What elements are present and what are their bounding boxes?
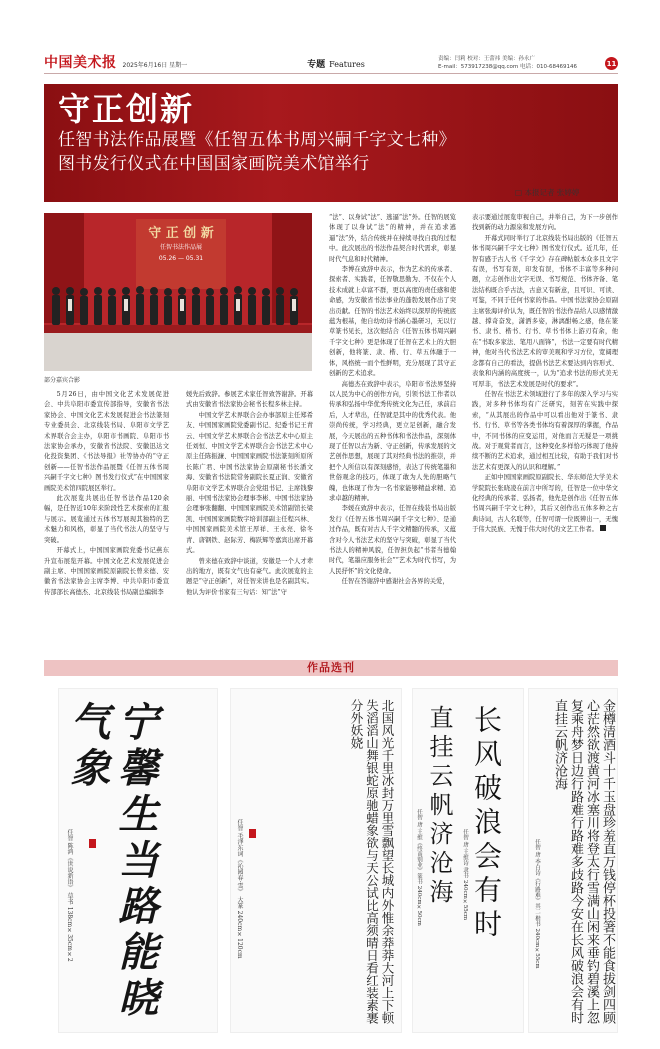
- artwork-2-seal: [249, 829, 256, 838]
- article-paragraph-text: 正如中国国家画院原副院长、华东师范大学美术学院院长张晓凌在前言中所写的，任智是一位中华文化经典的传承者、弘扬者，他先是创作出《任智五体书周兴嗣千字文七种》，其后又创作出五体多种之古典诗词，古人名联等，任智可谓一位既辨出一，无愧于伟大民族、无愧于伟大时代的文艺工作者。: [472, 474, 618, 534]
- page-number-badge: 11: [605, 57, 618, 70]
- group-photo: [44, 213, 312, 371]
- article-paragraph: 曾来德在致辞中谈道，安徽是一个人才辈出的地方，既有文气也有豪气。此次展览的主题是“守正创新”，对任智来讲也是名副其实。他认为评价书家有三句话：知“法”守: [186, 557, 313, 596]
- backdrop-dates: 05.26 — 05.31: [158, 255, 204, 262]
- title-banner: [44, 84, 618, 202]
- editors-line: 责编：闫莉 校对：王蕾祎 美编：孙永广: [438, 56, 535, 62]
- end-of-article-mark: [600, 525, 606, 531]
- masthead: [44, 50, 618, 74]
- subtitle-line-2: 图书发行仪式在中国国家画院美术馆举行: [58, 154, 370, 174]
- article-column-1: [44, 390, 169, 652]
- artwork-5-caption: 任智 唐·李白诗《行路难》其二 楷书 240cm×55cm: [534, 839, 540, 969]
- article-paragraph: 开幕式同时举行了北京线装书局出版的《任智五体书周兴嗣千字文七种》图书发行仪式。近几年，任智有感于古人书《千字文》存在碑帖版本众多且文字有误，书写有误，印发有误，书体不丰富等多种问题，立志创作出文字无误、书写规范、书体齐备、笔法结构既合乎古法，古意又有新意，且可识、可读、可鉴，不同于任何书家的作品。中国书法家协会原副主席张海评价认为，既任智的书法作品给人以感情激越、撑奇奋发，潇洒多姿，淋漓酣畅之感，他在篆书、隶书、楷书、行书、草书书体上游刃有余，他在“书取多家法、笔用八面锋”，书法一定要有时代精神，他对当代书法艺术的审美观和学习方位，宽阔理念都有自己的看法，提倡书法艺术要达到内容形式、表象和内涵的高度统一，认为“追求书法的形式美无可厚非，书法艺术发展是时代的要求”。: [472, 234, 618, 388]
- article-column-4: [472, 213, 618, 653]
- artwork-1-caption: 任智 陈鸿《世说新语》 草书 138cm×35cm×2: [66, 829, 73, 962]
- artwork-3: [412, 688, 524, 1033]
- contact-line: E-mail：573917238@qq.com 电话：010-68469146: [438, 64, 577, 70]
- newspaper-logo: 中国美术报: [44, 55, 117, 71]
- article-paragraph: 任智在书法艺术领域进行了多年的深入学习与实践，对多种书体均有广泛研究，刻苦在实践中探索，“从其展出的作品中可以看出他对于篆书、隶书、行书、草书等各类书体均有着深厚的掌握，作品中，不同书体的应变运用，对他而言无疑是一项挑战。对于观赏者而言，这种变化多样恰巧体现了他持续不断的艺术追求，通过相互比较，有助于我们对书法艺术有更深入的认识和理解。”: [472, 390, 618, 471]
- main-title: 守正创新: [58, 90, 195, 128]
- section-name-en: Features: [329, 60, 365, 69]
- article-column-2: [186, 390, 313, 652]
- subtitle-line-1: 任智书法作品展暨《任智五体书周兴嗣千字文七种》: [58, 130, 456, 150]
- artwork-2: [230, 688, 402, 1033]
- backdrop-subtitle: 任智书法作品展: [159, 244, 203, 251]
- editor-info: [438, 55, 618, 73]
- byline: □ 本报记者 张婷婷: [515, 188, 580, 197]
- artwork-3-caption: 任智 唐·王维《终南别业》篆书 240cm×50cm: [416, 809, 422, 926]
- article-paragraph: 此次展览共展出任智书法作品120余幅，是任智近10年来阶段性艺术探索的汇报与展示。展览通过五体书写展现其独特的艺术魅力和风格，彰显了当代书法人的坚守与突破。: [44, 495, 169, 544]
- artwork-4-caption: 任智 唐·王维诗 隶书 240cm×55cm: [462, 829, 468, 921]
- article-paragraph: 开幕式上，中国国家画院党委书记燕东升宣布展览开幕。中国文化艺术发展促进会副主席、中国国家画院原副院长曾来德、安徽省书法家协会主席李博、中共阜阳市委宣传部部长高德杰、北京线装书局副总编辑李: [44, 547, 169, 596]
- works-section-title: 作品选刊: [44, 660, 618, 676]
- article-paragraph: “法”、以身试“法”、逃逼“法”外。任智的展览体现了以身试“法”的精神，并在追求逃逼“法”外，结合传统并在持续寻找自我的过程中。此次展出的书法作品契合时代需求，彰显时代气息和时代精神。: [329, 214, 456, 263]
- article-paragraph: 李媛在致辞中表示，任智在线装书局出版发行《任智五体书周兴嗣千字文七种》、是通过作品，既有对古人千字文精髓的传承，又蕴含对今人书法艺术的坚守与突破，彰显了当代书法人的精神风貌，任智担负起“书者当德翰时代，笔墨应服务社会”“艺术为时代书写，为人民抒怀”的文化使命。: [329, 505, 456, 575]
- artwork-1-calligraphy: 宁馨生当路能晓气象: [64, 701, 159, 1023]
- artwork-2-calligraphy: 北国风光千里冰封万里雪飘望长城内外惟余莽莽大河上下顿失滔滔山舞银蛇原驰蜡象欲与天公试比高须晴日看红装素裹分外妖娆: [349, 699, 395, 1024]
- article-paragraph: 李博在致辞中表示，作为艺术的传承者、探索者、实践者，任智敬思勤为、不仅在个人技术成就上卓富不群，更以高度的责任感和使命感，为安徽省书法事业的蓬勃发展作出了突出贡献。任智的书法艺术始终以深厚的传统底蕴为根基，他自幼幼诗书涵心墨研习，无以行草篆书见长，这次他结合《任智五体书周兴嗣千字文七种》更是体现了任智在艺术上的大胆创新，他将篆、隶、楷、行、草五体融于一体，风格统一而个性鲜明，充分展现了其守正创新的艺术追求。: [329, 266, 456, 378]
- artwork-2-caption: 任智 毛泽东词《沁园春·雪》 大篆 240cm×120cm: [236, 819, 243, 959]
- article-paragraph: [472, 473, 618, 535]
- artwork-5: [528, 688, 618, 1033]
- article-paragraph: 5月26日，由中国文化艺术发展促进会、中共阜阳市委宣传部指导，安徽省书法家协会、中国文化艺术发展促进会书法篆刻专业委员会、北京线装书局、阜阳市文学艺术界联合会主办，阜阳市书画院、阜阳市书法家协会承办，安徽省书法院、安徽迅达文化投资集团、《书法导报》社等协办的“守正创新——任智书法作品展暨《任智五体书周兴嗣千字文七种》图书发行仪式”在中国国家画院美术馆四院展区举行。: [44, 391, 169, 492]
- section-label: [234, 57, 438, 73]
- photo-caption: 部分嘉宾合影: [44, 377, 81, 384]
- artwork-4-calligraphy: 长风破浪会有时: [470, 705, 503, 943]
- article-paragraph: 任智在答谢辞中感谢社会各界的关爱，: [341, 578, 449, 586]
- section-name: 专题: [307, 60, 326, 70]
- backdrop-title: 守 正 创 新: [148, 226, 214, 241]
- masthead-left: [44, 56, 234, 73]
- artwork-3-calligraphy: 直挂云帆济沧海: [425, 705, 453, 908]
- article-column-3: [329, 213, 456, 653]
- issue-date: 2025年6月16日 星期一: [122, 62, 188, 69]
- article-paragraph: 中国文学艺术界联合会办事部原主任郑希友、中国国家画院党委副书记、纪委书记王青云、中国文学艺术界联合会书法艺术中心原主任刘恒、中国文学艺术界联合会书法艺术中心原主任陈振濂、中国国家画院书法篆刻所原所长陈广君、中国书法家协会原副秘书长潘文海、安徽省书法院常务副院长夏正润、安徽省阜阳市文学艺术界联合会党组书记、主席钱黎丽、中国书法家协会理事李彬、中国书法家协会理事张翻翻、中国国家画院美术馆副馆长梁凯、中国国家画院数字培训部副主任程兴林、中国国家画院美术馆王厚祥、王永亮、徐冬青、唐钢铁、赵际芳、梅跃辉等嘉宾出席开幕式。: [186, 411, 313, 555]
- artwork-5-calligraphy: 金樽清酒斗十千玉盘珍羞直万钱停杯投箸不能食拔剑四顾心茫然欲渡黄河冰塞川将登太行雪满山闲来垂钓碧溪上忽复乘舟梦日边行路难行路难多歧路今安在长风破浪会有时直挂云帆济沧海: [552, 699, 615, 1024]
- artwork-1-seal: [89, 839, 96, 848]
- artwork-1: [58, 688, 218, 1033]
- article-paragraph: 媛先后致辞。参展艺术家任智致答谢辞。开幕式由安徽省书法家协会秘书长程多林主持。: [186, 391, 313, 409]
- article-paragraph: 表示要通过展览审视自己，并举自己，为下一步创作找到新的动力源泉和发展方向。: [472, 214, 618, 232]
- article-paragraph: 高德杰在致辞中表示，阜阳市书法界坚持以人民为中心的创作方向，引领书法工作者以传承和弘扬中华优秀传统文化为己任，承前启后，人才辈出，任智就是其中的优秀代表。他崇尚传统，学习经典，更立足创新，融合发展，今天展出的五种书体和书法作品，深刻体现了任智以古为新、守正创新，传承发展的文艺创作思想，展现了其对经典书法的推崇，并把个人所信以有深刻感悟，表达了传统笔墨和世俗观念的技巧，体现了敢为人先的胆略气魄，也体现了作为一名书家能够精益求精、追求卓越的精神。: [329, 380, 456, 502]
- group-photo-illustration: [44, 213, 312, 371]
